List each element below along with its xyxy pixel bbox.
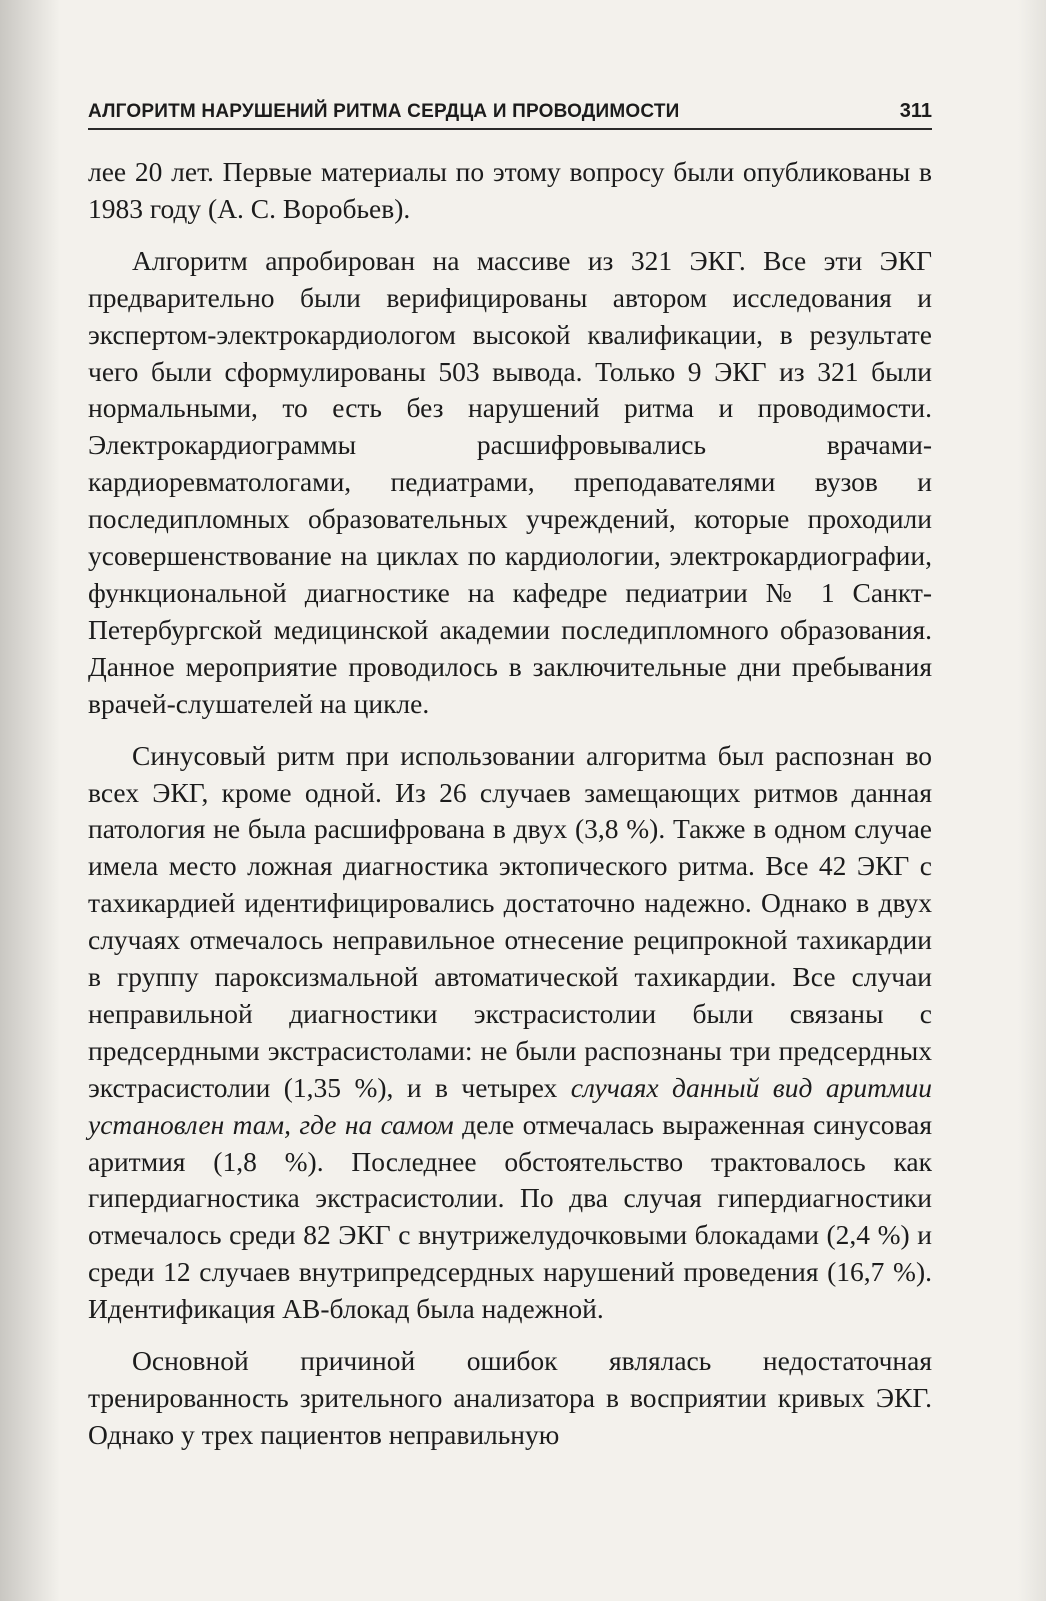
book-page (88, 100, 932, 1580)
paragraph-2: Алгоритм апробирован на массиве из 321 ЭКГ. Все эти ЭКГ предварительно были верифицированы автором исследования и экспертом-электрокардиологом высокой квалификации, в результате чего были сформулированы 503 вывода. Только 9 ЭКГ из 321 были нормальными, то есть без нарушений ритма и проводимости. Электрокардиограммы расшифровывались врачами-кардиоревматологами, педиатрами, преподавателями вузов и последипломных образовательных учреждений, которые проходили усовершенствование на циклах по кардиологии, электрокардиографии, функциональной диагностике на кафедре педиатрии № 1 Санкт-Петербургской медицинской академии последипломного образования. Данное мероприятие проводилось в заключительные дни пребывания врачей-слушателей на цикле. (88, 244, 932, 719)
running-header (88, 100, 932, 130)
paragraph-4: Основной причиной ошибок являлась недостаточная тренированность зрительного анализатора в восприятии кривых ЭКГ. Однако у трех пациентов неправильную (88, 1345, 932, 1450)
paragraph-3-part-1: Синусовый ритм при использовании алгоритма был распознан во всех ЭКГ, кроме одной. Из 26 случаев замещающих ритмов данная патология не была расшифрована в двух (3,8 %). Также в одном случае имела место ложная диагностика эктопического ритма. Все 42 ЭКГ с тахикардией идентифицировались достаточно надежно. Однако в двух случаях отмечалось неправильное отнесение реципрокной тахикардии в группу пароксизмальной автоматической тахикардии. Все случаи неправильной диагностики экстрасистолии были связаны с предсердными экстрасистолами: не были распознаны три предсердных экстрасистолии (1,35 %), и в четырех (88, 739, 932, 1103)
running-title: АЛГОРИТМ НАРУШЕНИЙ РИТМА СЕРДЦА И ПРОВОДИМОСТИ (88, 101, 680, 122)
paragraph-3 (88, 738, 932, 1329)
page-number: 311 (899, 100, 932, 122)
scan-gutter-shadow (0, 0, 60, 1601)
paragraph-3-italic: случаях данный вид аритмии установлен там, где на самом (88, 1071, 932, 1140)
scan-edge-shadow (1018, 0, 1046, 1601)
body-text (88, 154, 932, 1454)
paragraph-3-part-2: деле отмечалась выраженная синусовая аритмия (1,8 %). Последнее обстоятельство трактовалось как гипердиагностика экстрасистолии. По два случая гипердиагностики отмечалось среди 82 ЭКГ с внутрижелудочковыми блокадами (2,4 %) и среди 12 случаев внутрипредсердных нарушений проведения (16,7 %). Идентификация АВ-блокад была надежной. (88, 1108, 933, 1325)
paragraph-1: лее 20 лет. Первые материалы по этому вопросу были опубликованы в 1983 году (А. С. Воробьев). (88, 156, 932, 224)
